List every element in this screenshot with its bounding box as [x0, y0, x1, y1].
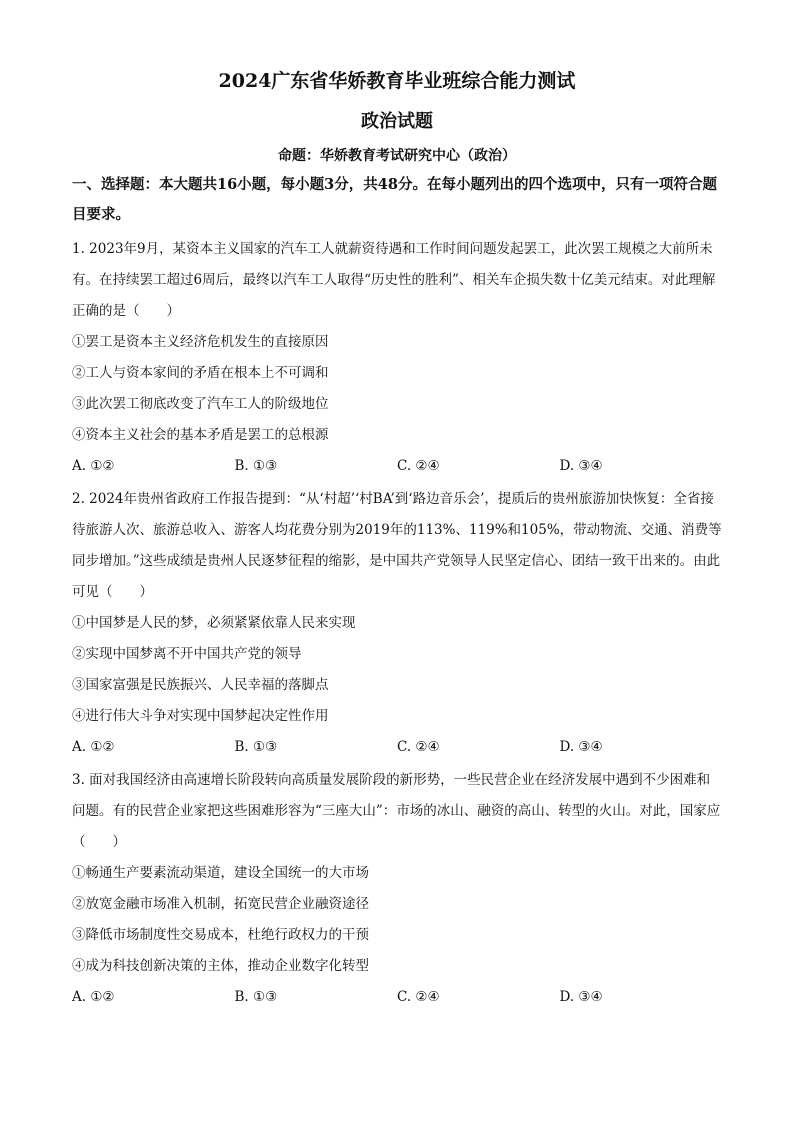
- question-stem: 2. 2024年贵州省政府工作报告提到：“从‘村超’‘村BA’到‘路边音乐会’，提质后的贵州旅游加快恢复：全省接待旅游人次、旅游总收入、游客人均花费分别为2019年的113%、119%和105%，带动物流、交通、消费等同步增加。”这些成绩是贵州人民逐梦征程的缩影，是中国共产党领导人民坚定信心、团结一致干出来的。由此可见（ ）: [72, 491, 722, 600]
- statement-option: ③降低市场制度性交易成本，杜绝行政权力的干预: [72, 927, 369, 943]
- choice-a[interactable]: A. ①②: [72, 458, 115, 474]
- statement-option: ④进行伟大斗争对实现中国梦起决定性作用: [72, 708, 329, 724]
- exam-title: 2024广东省华娇教育毕业班综合能力测试: [218, 70, 576, 92]
- choice-c[interactable]: C. ②④: [397, 458, 440, 474]
- statement-option: ②实现中国梦离不开中国共产党的领导: [72, 646, 302, 662]
- question-1: [72, 234, 722, 482]
- choice-b[interactable]: B. ①③: [234, 739, 278, 755]
- statement-option: ①罢工是资本主义经济危机发生的直接原因: [72, 334, 329, 350]
- answer-choices: [72, 451, 722, 482]
- statement-option: ①畅通生产要素流动渠道，建设全国统一的大市场: [72, 865, 369, 881]
- statement-option: ②工人与资本家间的矛盾在根本上不可调和: [72, 365, 329, 381]
- choice-d[interactable]: D. ③④: [559, 989, 603, 1005]
- statement-option: ①中国梦是人民的梦，必须紧紧依靠人民来实现: [72, 615, 356, 631]
- statement-option: ③此次罢工彻底改变了汽车工人的阶级地位: [72, 396, 329, 412]
- answer-choices: [72, 982, 722, 1013]
- exam-author: 命题：华娇教育考试研究中心（政治）: [278, 148, 516, 164]
- question-2: [72, 484, 722, 763]
- statement-option: ④成为科技创新决策的主体，推动企业数字化转型: [72, 958, 369, 974]
- choice-a[interactable]: A. ①②: [72, 739, 115, 755]
- exam-subtitle: 政治试题: [361, 111, 433, 132]
- choice-c[interactable]: C. ②④: [397, 739, 440, 755]
- choice-b[interactable]: B. ①③: [234, 458, 278, 474]
- choice-d[interactable]: D. ③④: [559, 458, 603, 474]
- answer-choices: [72, 732, 722, 763]
- choice-a[interactable]: A. ①②: [72, 989, 115, 1005]
- statement-option: ②放宽金融市场准入机制，拓宽民营企业融资途径: [72, 896, 369, 912]
- choice-d[interactable]: D. ③④: [559, 739, 603, 755]
- question-3: [72, 765, 722, 1013]
- question-stem: 1. 2023年9月，某资本主义国家的汽车工人就薪资待遇和工作时间问题发起罢工，此次罢工规模之大前所未有。在持续罢工超过6周后，最终以汽车工人取得“历史性的胜利”、相关车企损失数十亿美元结束。对此理解正确的是（ ）: [72, 241, 716, 319]
- question-stem: 3. 面对我国经济由高速增长阶段转向高质量发展阶段的新形势，一些民营企业在经济发展中遇到不少困难和问题。有的民营企业家把这些困难形容为“三座大山”：市场的冰山、融资的高山、转型的火山。对此，国家应（ ）: [72, 772, 721, 850]
- choice-c[interactable]: C. ②④: [397, 989, 440, 1005]
- section-heading: 一、选择题：本大题共16小题，每小题3分，共48分。在每小题列出的四个选项中，只有一项符合题目要求。: [72, 176, 717, 223]
- statement-option: ④资本主义社会的基本矛盾是罢工的总根源: [72, 427, 329, 443]
- choice-b[interactable]: B. ①③: [234, 989, 278, 1005]
- statement-option: ③国家富强是民族振兴、人民幸福的落脚点: [72, 677, 329, 693]
